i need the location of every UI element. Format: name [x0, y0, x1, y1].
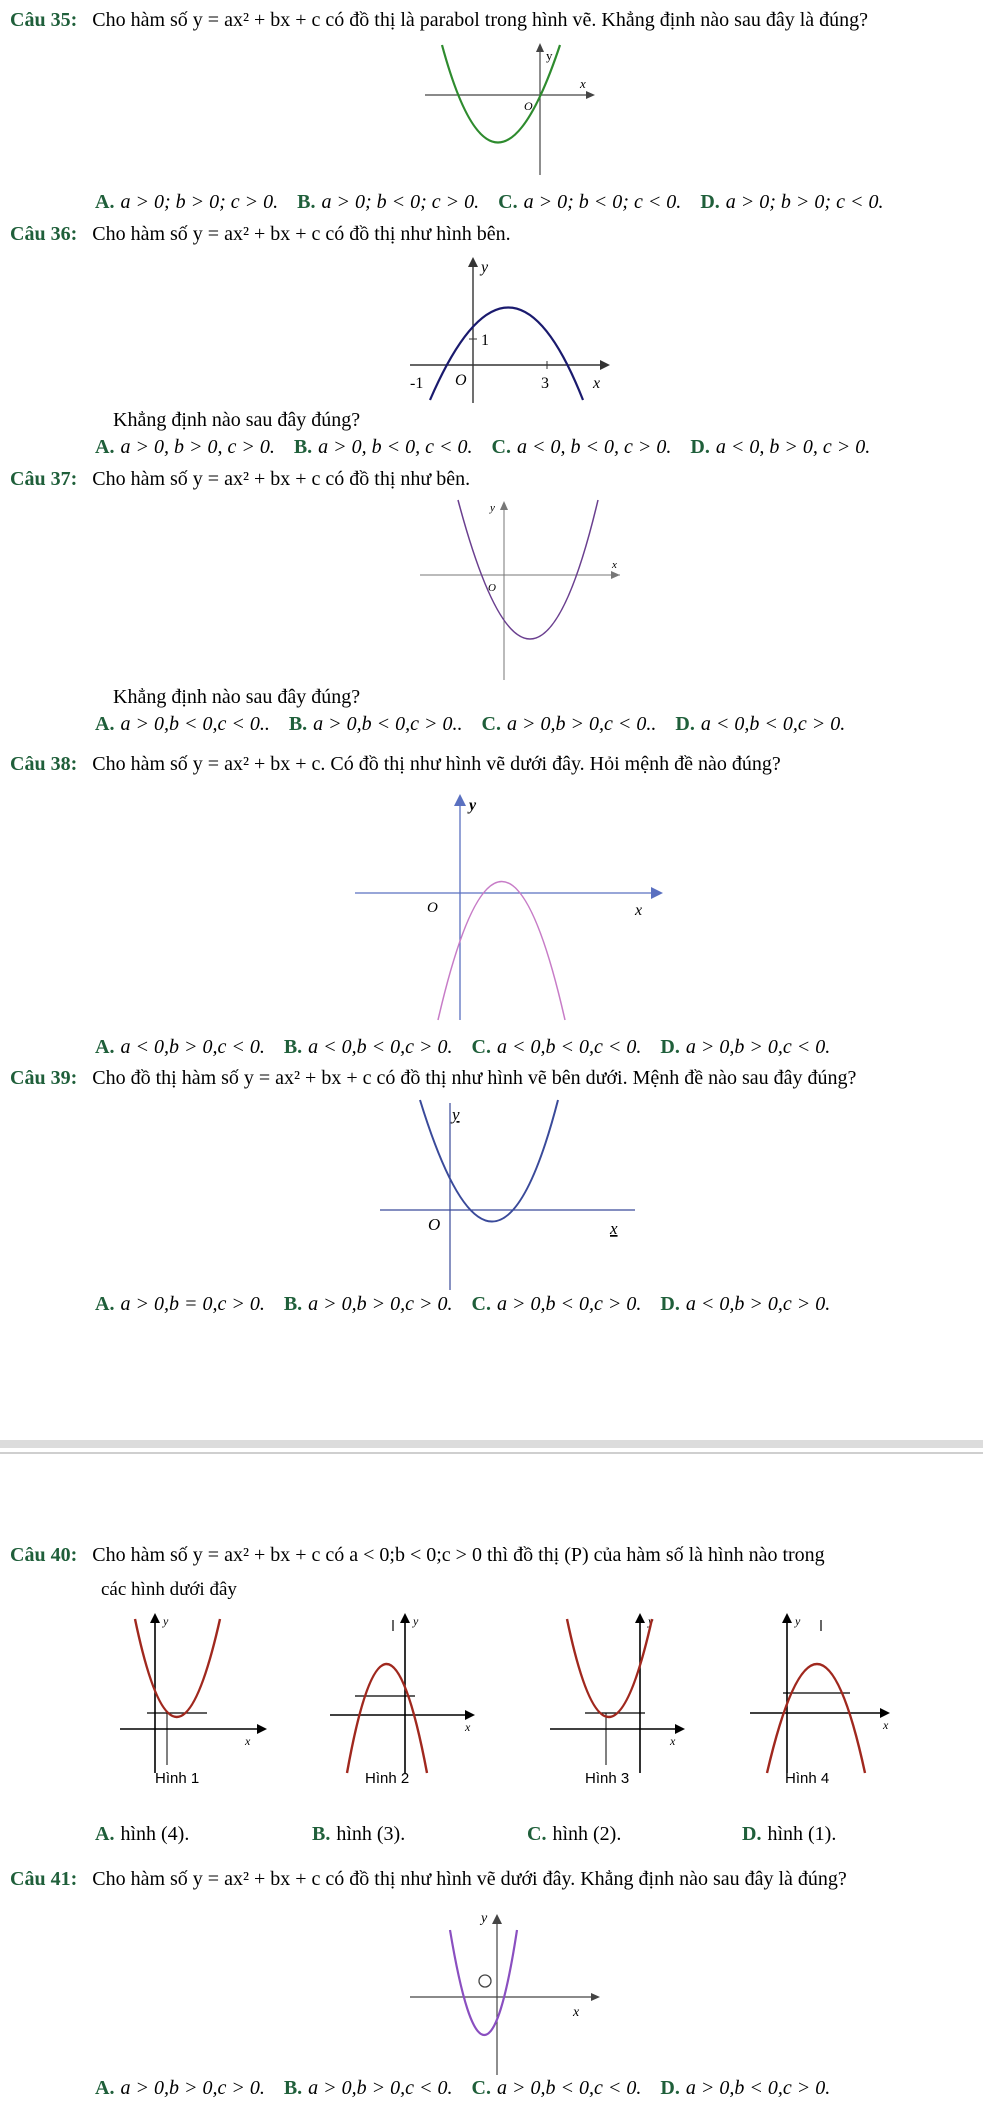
option-b[interactable]: B. hình (3). [312, 1823, 406, 1845]
axis-y-label: y [648, 1614, 654, 1628]
axis-x-label: x [883, 1718, 889, 1732]
question-label: Câu 37: [10, 468, 78, 490]
options-q37 [95, 712, 859, 736]
option-a[interactable]: A. a > 0; b > 0; c > 0. [95, 191, 279, 213]
option-c[interactable]: C. a > 0,b < 0,c < 0. [471, 2077, 642, 2099]
axis-y-label: y [795, 1614, 801, 1628]
question-label: Câu 36: [10, 223, 78, 245]
question-text: Cho hàm số y = ax² + bx + c có đồ thị là parabol trong hình vẽ. Khẳng định nào sau đây là đúng? [92, 9, 869, 31]
question-39 [10, 1066, 856, 1090]
option-a[interactable]: A. a > 0,b < 0,c < 0.. [95, 713, 270, 735]
option-c[interactable]: C. a > 0,b < 0,c > 0. [471, 1293, 642, 1315]
options-q40 [95, 1822, 850, 1846]
parabola-curve [347, 1664, 427, 1773]
question-label: Câu 39: [10, 1067, 78, 1089]
question-35 [10, 8, 868, 32]
option-d[interactable]: D. a > 0,b < 0,c > 0. [660, 2077, 831, 2099]
axis-y-label: y [481, 1911, 488, 1926]
question-37 [10, 467, 470, 491]
origin-label: O [488, 582, 496, 594]
origin-label: O [455, 372, 467, 389]
axis-x-label: x [593, 375, 601, 392]
graph-q40-fig1 [115, 1605, 275, 1785]
axis-y-label: y [452, 1105, 460, 1124]
page-separator-line [0, 1452, 983, 1454]
parabola-curve [442, 45, 560, 143]
graph-q40-fig4 [745, 1605, 905, 1785]
parabola-curve [420, 1100, 558, 1222]
axis-x-label: x [610, 1219, 618, 1238]
note-q37: Khẳng định nào sau đây đúng? [113, 686, 361, 708]
option-a[interactable]: A. a > 0, b > 0, c > 0. [95, 436, 275, 458]
origin-marker [479, 1975, 491, 1987]
axis-y-label: y [163, 1614, 169, 1628]
option-b[interactable]: B. a > 0; b < 0; c > 0. [297, 191, 480, 213]
question-text-cont: các hình dưới đây [101, 1579, 237, 1600]
parabola-curve [450, 1930, 517, 2035]
axis-x-label: x [670, 1734, 676, 1748]
option-b[interactable]: B. a > 0, b < 0, c < 0. [293, 436, 473, 458]
question-text: Cho hàm số y = ax² + bx + c có đồ thị như bên. [92, 468, 471, 490]
page-separator [0, 1440, 983, 1448]
option-d[interactable]: D. a < 0,b > 0,c > 0. [660, 1293, 831, 1315]
options-q38 [95, 1035, 844, 1059]
option-b[interactable]: B. a > 0,b > 0,c > 0. [283, 1293, 453, 1315]
question-text: Cho hàm số y = ax² + bx + c có đồ thị như hình vẽ dưới đây. Khẳng định nào sau đây là đúng? [92, 1868, 847, 1890]
question-text: Cho hàm số y = ax² + bx + c có a < 0;b < 0;c > 0 thì đồ thị (P) của hàm số là hình nào trong [92, 1544, 825, 1566]
graph-q36 [405, 255, 615, 405]
question-38 [10, 752, 781, 776]
axis-x-label: x [635, 902, 643, 919]
question-36 [10, 222, 511, 246]
note-q36: Khẳng định nào sau đây đúng? [113, 409, 361, 431]
axis-x-label: x [245, 1734, 251, 1748]
graph-q38 [355, 788, 665, 1023]
axis-y-label: y [490, 502, 495, 514]
parabola-curve [767, 1664, 865, 1773]
option-a[interactable]: A. a < 0,b > 0,c < 0. [95, 1036, 265, 1058]
option-d[interactable]: D. a > 0,b > 0,c < 0. [660, 1036, 831, 1058]
question-text: Cho hàm số y = ax² + bx + c. Có đồ thị như hình vẽ dưới đây. Hỏi mệnh đề nào đúng? [92, 753, 781, 775]
parabola-curve [458, 500, 598, 639]
option-b[interactable]: B. a > 0,b < 0,c > 0.. [288, 713, 463, 735]
origin-label: O [524, 99, 533, 113]
axis-y-label: y [413, 1614, 419, 1628]
parabola-curve [438, 882, 565, 1021]
axis-x-label: x [580, 76, 586, 91]
option-d[interactable]: D. hình (1). [742, 1823, 837, 1845]
option-c[interactable]: C. a > 0,b > 0,c < 0.. [481, 713, 657, 735]
figure-caption: Hình 2 [365, 1770, 410, 1785]
question-label: Câu 38: [10, 753, 78, 775]
graph-q40-fig2 [325, 1605, 485, 1785]
axis-y-label: y [546, 48, 553, 63]
question-40 [10, 1543, 825, 1567]
graph-q41 [405, 1900, 605, 2080]
question-label: Câu 40: [10, 1544, 78, 1566]
option-c[interactable]: C. hình (2). [527, 1823, 622, 1845]
option-c[interactable]: C. a < 0,b < 0,c < 0. [471, 1036, 642, 1058]
axis-y-label: y [481, 259, 489, 276]
question-text: Cho đồ thị hàm số y = ax² + bx + c có đồ thị như hình vẽ bên dưới. Mệnh đề nào sau đây đúng? [92, 1067, 857, 1089]
question-41 [10, 1867, 847, 1891]
option-b[interactable]: B. a < 0,b < 0,c > 0. [283, 1036, 453, 1058]
option-d[interactable]: D. a < 0,b < 0,c > 0. [675, 713, 846, 735]
figure-caption: Hình 1 [155, 1770, 200, 1785]
tick-label: 1 [481, 332, 489, 349]
tick-label: -1 [410, 375, 424, 392]
parabola-curve [430, 308, 583, 401]
axis-x-label: x [573, 2005, 580, 2020]
question-label: Câu 35: [10, 9, 78, 31]
option-b[interactable]: B. a > 0,b > 0,c < 0. [283, 2077, 453, 2099]
question-label: Câu 41: [10, 1868, 78, 1890]
options-q41 [95, 2076, 844, 2100]
option-a[interactable]: A. a > 0,b = 0,c > 0. [95, 1293, 265, 1315]
origin-label: O [428, 1215, 441, 1234]
graph-q40-fig3 [545, 1605, 705, 1785]
graph-q35 [420, 40, 600, 180]
question-text: Cho hàm số y = ax² + bx + c có đồ thị như hình bên. [92, 223, 511, 245]
axis-y-label: y [469, 797, 477, 814]
option-c[interactable]: C. a < 0, b < 0, c > 0. [491, 436, 672, 458]
origin-label: O [427, 900, 438, 916]
figure-caption: Hình 4 [785, 1770, 830, 1785]
graph-q37 [420, 498, 620, 683]
options-q35 [95, 190, 897, 214]
tick-label: 3 [541, 375, 549, 392]
parabola-curve [135, 1619, 220, 1717]
option-c[interactable]: C. a > 0; b < 0; c < 0. [498, 191, 682, 213]
axis-x-label: x [612, 559, 617, 571]
option-d[interactable]: D. a > 0; b > 0; c < 0. [700, 191, 884, 213]
graph-q39 [380, 1098, 640, 1293]
figure-caption: Hình 3 [585, 1770, 630, 1785]
option-a[interactable]: A. hình (4). [95, 1823, 190, 1845]
axis-x-label: x [465, 1720, 471, 1734]
options-q36 [95, 435, 884, 459]
option-a[interactable]: A. a > 0,b > 0,c > 0. [95, 2077, 265, 2099]
options-q39 [95, 1292, 844, 1316]
option-d[interactable]: D. a < 0, b > 0, c > 0. [690, 436, 871, 458]
